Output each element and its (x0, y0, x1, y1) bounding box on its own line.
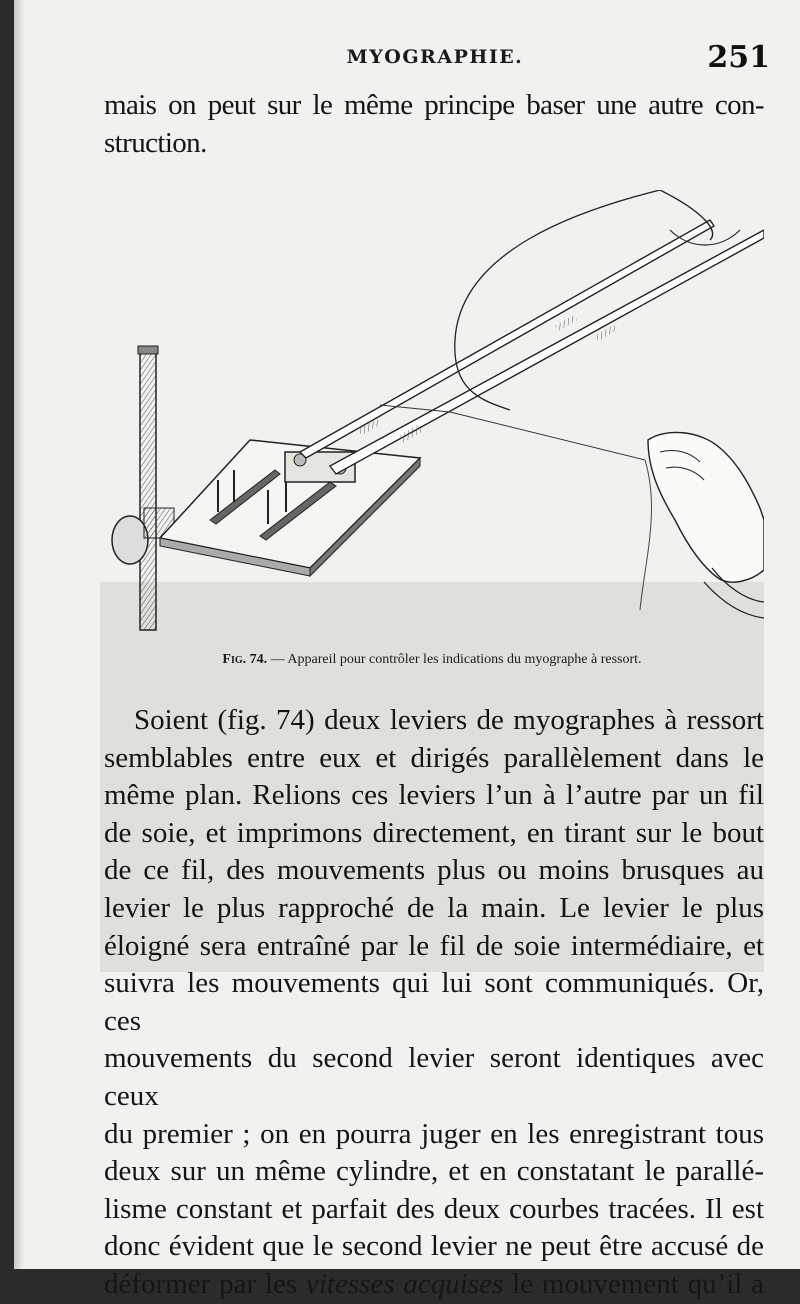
running-head (100, 40, 770, 75)
paragraph-intro (104, 87, 764, 162)
running-title: MYOGRAPHIE. (346, 46, 524, 68)
clamp-knob (112, 516, 148, 564)
italic-phrase: vitesses acquises (305, 1267, 504, 1300)
text-line: Soient (fig. 74) deux leviers de myographes à ressort (134, 704, 764, 736)
figure-caption-text: — Appareil pour contrôler les indications du myographe à ressort. (270, 652, 642, 667)
text-line: semblables entre eux et dirigés parallèlement dans le (104, 741, 764, 774)
lever-far (300, 220, 714, 458)
page-number: 251 (707, 40, 770, 75)
text-line: levier le plus rapproché de la main. Le levier le plus (104, 891, 764, 924)
myograph-illustration (100, 190, 764, 650)
text-line: du premier ; on en pourra juger en les enregistrant tous (104, 1117, 764, 1150)
text-fragment: déformer par les (104, 1267, 298, 1300)
text-line: même plan. Relions ces leviers l’un à l’autre par un fil (104, 779, 764, 812)
figure-caption (100, 652, 764, 668)
text-line: mais on peut sur le même principe baser une autre con- (104, 89, 764, 121)
text-line: donc évident que le second levier ne peut être accusé de (104, 1230, 764, 1263)
hand (648, 432, 764, 582)
book-page (14, 0, 800, 1300)
paragraph-main (104, 702, 764, 1304)
text-fragment: le mouvement qu’il a (512, 1267, 765, 1300)
text-line: struction. (104, 126, 207, 159)
text-line: mouvements du second levier seront identiques avec ceux (104, 1042, 764, 1112)
text-line-last (104, 1266, 764, 1304)
text-line: lisme constant et parfait des deux courbes tracées. Il est (104, 1192, 764, 1225)
figure-74-engraving (100, 190, 764, 650)
text-line: de ce fil, des mouvements plus ou moins brusques au (104, 854, 764, 887)
figure-label: Fig. 74. (222, 652, 268, 667)
text-line: éloigné sera entraîné par le fil de soie intermédiaire, et (104, 929, 764, 962)
stand-rod (140, 350, 156, 630)
text-line: deux sur un même cylindre, et en constatant le parallé- (104, 1155, 764, 1188)
recording-strip (455, 190, 660, 410)
text-line: de soie, et imprimons directement, en tirant sur le bout (104, 816, 764, 849)
text-line: suivra les mouvements qui lui sont communiqués. Or, ces (104, 967, 764, 1037)
